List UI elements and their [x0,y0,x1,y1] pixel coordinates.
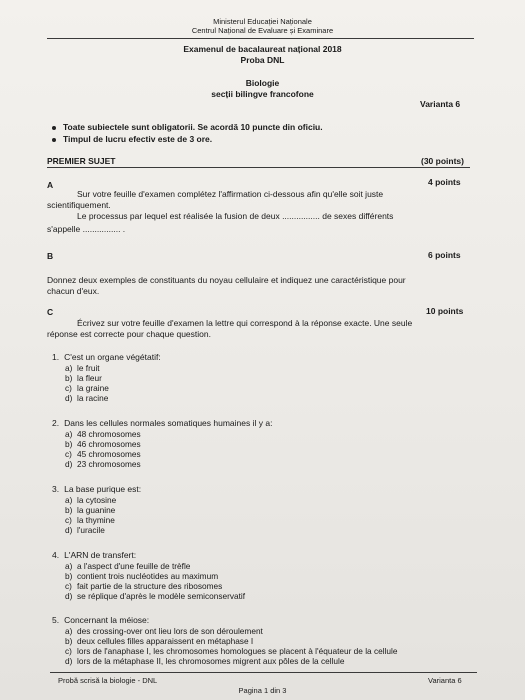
answer-option [65,459,141,469]
answer-option [65,581,222,591]
answer-option [65,363,100,373]
answer-option [65,383,109,393]
part-b-line-2: chacun d'eux. [47,286,100,296]
option-text: a l'aspect d'une feuille de trèfle [77,561,191,571]
part-b-label: B [47,251,54,261]
option-letter: c) [65,581,72,591]
option-text: 46 chromosomes [77,439,141,449]
option-text: 23 chromosomes [77,459,141,469]
answer-option [65,561,190,571]
part-a-line-2: scientifiquement. [47,200,111,210]
option-letter: d) [65,393,73,403]
part-a-label: A [47,180,54,190]
ministry-line-2: Centrul Național de Evaluare și Examinare [191,26,334,35]
answer-option [65,373,102,383]
option-text: la cytosine [77,495,117,505]
option-text: fait partie de la structure des ribosomes [77,581,223,591]
option-letter: a) [65,363,73,373]
header-divider [47,38,474,39]
option-letter: d) [65,525,73,535]
answer-option [65,656,344,666]
answer-option [65,636,253,646]
question-text [52,352,161,362]
answer-option [65,495,116,505]
rule-text: Toate subiectele sunt obligatorii. Se acordă 10 puncte din oficiu. [63,122,323,132]
page-number: Pagina 1 din 3 [238,686,287,695]
question-text [52,550,136,560]
option-letter: c) [65,449,72,459]
question-number: 2. [52,418,60,428]
exam-subject: Biologie [245,78,280,88]
part-c-line-2: réponse est correcte pour chaque question. [47,329,211,339]
question-text [52,418,272,428]
footer-left: Probă scrisă la biologie - DNL [58,676,158,685]
rule-text: Timpul de lucru efectiv este de 3 ore. [63,134,213,144]
part-a-line-1: Sur votre feuille d'examen complétez l'affirmation ci-dessous afin qu'elle soit juste [77,189,384,199]
question-number: 5. [52,615,60,625]
question-text [52,484,141,494]
exam-section: secții bilingve francofone [211,89,314,99]
question-number: 1. [52,352,60,362]
option-text: le fruit [77,363,100,373]
part-a-points: 4 points [428,177,461,187]
subject-points: (30 points) [421,156,464,166]
part-c-points: 10 points [426,306,464,316]
bullet-icon [52,126,56,130]
option-letter: a) [65,626,73,636]
subject-divider [47,167,470,168]
option-text: la graine [77,383,109,393]
option-text: des crossing-over ont lieu lors de son déroulement [77,626,263,636]
option-text: lors de la métaphase II, les chromosomes migrent aux pôles de la cellule [77,656,345,666]
answer-option [65,449,141,459]
answer-option [65,646,397,656]
option-text: deux cellules filles apparaissent en métaphase I [77,636,254,646]
question-label: La base purique est: [64,484,142,494]
question-label: L'ARN de transfert: [64,550,137,560]
rule-item [52,134,212,144]
option-letter: a) [65,561,73,571]
exam-title: Examenul de bacalaureat național 2018 [183,44,342,54]
exam-subtitle: Proba DNL [240,55,285,65]
option-text: la guanine [77,505,116,515]
part-c-label: C [47,307,54,317]
question-label: Concernant la méiose: [64,615,150,625]
rule-item [52,122,323,132]
footer-divider [50,672,477,673]
option-letter: d) [65,591,73,601]
question-label: Dans les cellules normales somatiques humaines il y a: [64,418,273,428]
option-text: la thymine [77,515,115,525]
option-letter: b) [65,636,73,646]
variant-label: Varianta 6 [420,99,461,109]
answer-option [65,439,141,449]
footer-right: Varianta 6 [428,676,462,685]
option-letter: c) [65,515,72,525]
option-letter: a) [65,429,73,439]
question-number: 3. [52,484,60,494]
answer-option [65,591,245,601]
option-text: l'uracile [77,525,105,535]
option-text: la fleur [77,373,102,383]
option-letter: a) [65,495,73,505]
option-text: la racine [77,393,109,403]
answer-option [65,571,218,581]
option-letter: b) [65,571,73,581]
answer-option [65,429,141,439]
subject-title: PREMIER SUJET [47,156,116,166]
option-letter: c) [65,646,72,656]
part-a-line-3: Le processus par lequel est réalisée la fusion de deux ................ de sexes différents [77,211,394,221]
question-text [52,615,149,625]
option-letter: b) [65,373,73,383]
answer-option [65,393,108,403]
option-text: 45 chromosomes [77,449,141,459]
answer-option [65,505,115,515]
option-text: se réplique d'après le modèle semiconservatif [77,591,246,601]
answer-option [65,525,105,535]
question-label: C'est un organe végétatif: [64,352,161,362]
option-letter: b) [65,505,73,515]
option-text: lors de l'anaphase I, les chromosomes homologues se placent à l'équateur de la cellule [77,646,398,656]
bullet-icon [52,138,56,142]
option-letter: c) [65,383,72,393]
ministry-line-1: Ministerul Educației Naționale [213,17,312,26]
part-b-line-1: Donnez deux exemples de constituants du noyau cellulaire et indiquez une caractéristique pour [47,275,406,285]
option-letter: d) [65,656,73,666]
part-a-line-4: s'appelle ................ . [47,224,126,234]
option-letter: d) [65,459,73,469]
option-letter: b) [65,439,73,449]
question-number: 4. [52,550,60,560]
part-b-points: 6 points [428,250,461,260]
answer-option [65,626,263,636]
option-text: 48 chromosomes [77,429,141,439]
option-text: contient trois nucléotides au maximum [77,571,219,581]
part-c-line-1: Écrivez sur votre feuille d'examen la lettre qui correspond à la réponse exacte. Une seule [77,318,413,328]
answer-option [65,515,115,525]
